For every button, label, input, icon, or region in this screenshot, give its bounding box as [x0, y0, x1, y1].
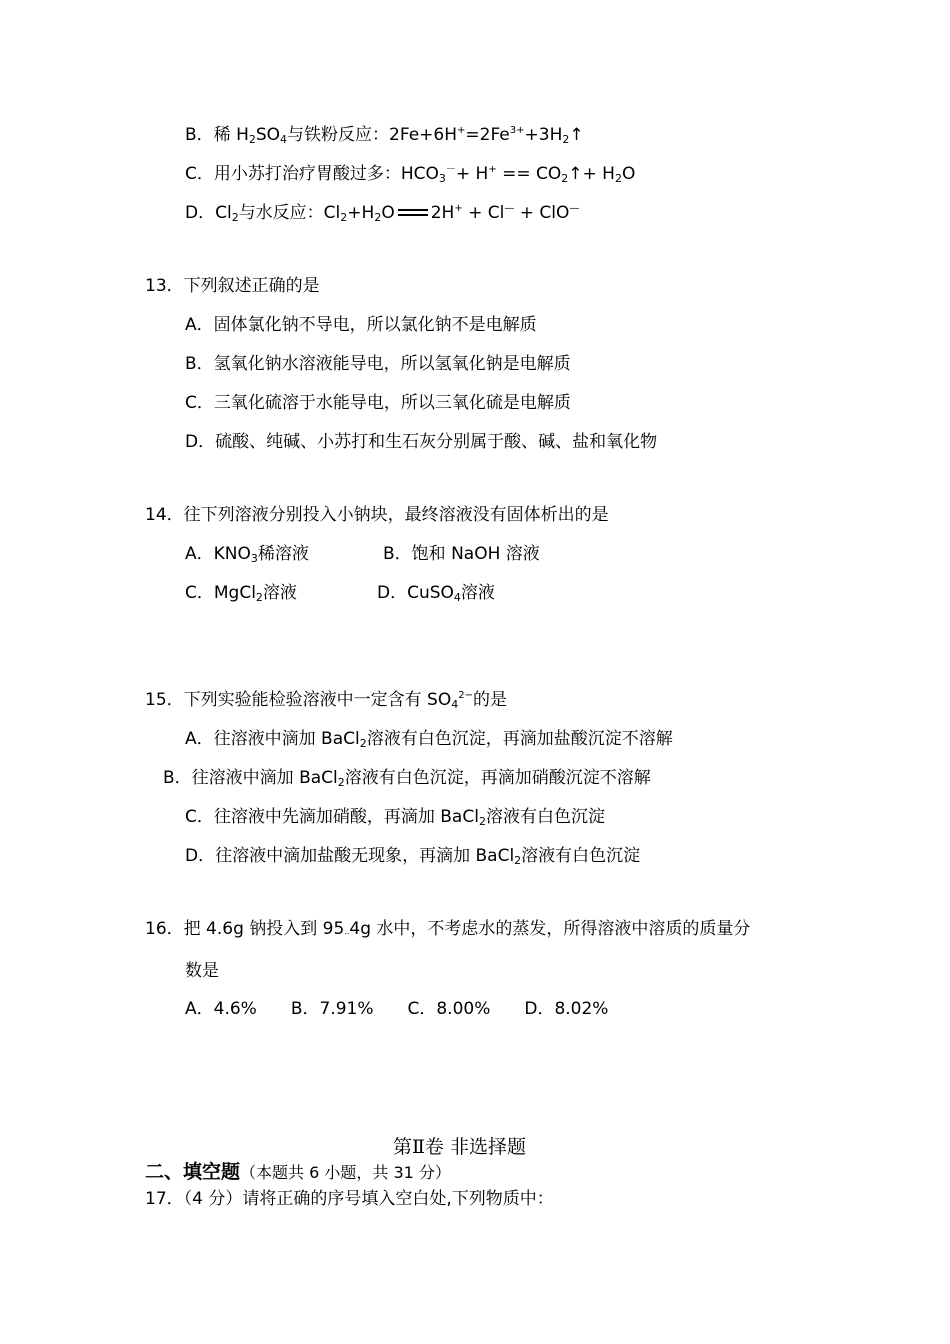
part-2-title: 第Ⅱ卷 非选择题 [393, 1136, 526, 1158]
q17-stem: 17．（4 分）请将正确的序号填入空白处,下列物质中： [145, 1189, 554, 1209]
q14-option-c: C．MgCl$_2$溶液 [185, 583, 297, 604]
q13-option-a: A．固体氯化钠不导电，所以氯化钠不是电解质 [185, 315, 537, 335]
q12-option-d: D．$Cl_2$与水反应：$Cl_2+H_2O$ 2H+ + Cl— + ClO— [185, 203, 580, 224]
q15-option-c: C．往溶液中先滴加硝酸，再滴加 BaCl$_2$溶液有白色沉淀 [185, 807, 605, 828]
q13-stem: 13．下列叙述正确的是 [145, 276, 320, 296]
q14-option-a: A．$KNO_3$稀溶液 [185, 544, 309, 565]
q12-option-b: B．稀 $H_2SO_4$与铁粉反应：$2Fe+6H^+=2Fe^{3+}+3H_2↑$ [185, 125, 584, 146]
q15-option-b: B．往溶液中滴加 BaCl$_2$溶液有白色沉淀，再滴加硝酸沉淀不溶解 [163, 768, 651, 789]
q15-option-d: D．往溶液中滴加盐酸无现象，再滴加 BaCl$_2$溶液有白色沉淀 [185, 846, 641, 867]
q13-option-c: C．三氧化硫溶于水能导电，所以三氧化硫是电解质 [185, 393, 571, 413]
q16-options: A．4.6% B．7.91% C．8.00% D．8.02% [185, 999, 609, 1019]
section-heading: 二、填空题（本题共 6 小题，共 31 分） [145, 1161, 451, 1183]
q14-option-d: D．CuSO$_4$溶液 [377, 583, 495, 604]
q13-option-d: D．硫酸、纯碱、小苏打和生石灰分别属于酸、碱、盐和氧化物 [185, 432, 658, 452]
q15-stem: 15．下列实验能检验溶液中一定含有 $SO_4^{2-}$的是 [145, 690, 507, 711]
q13-option-b: B．氢氧化钠水溶液能导电，所以氢氧化钠是电解质 [185, 354, 571, 374]
q16-stem-line-2: 数是 [185, 961, 219, 981]
equilibrium-arrow-icon [398, 207, 428, 217]
q12-option-c: C．用小苏打治疗胃酸过多：$HCO_3^-+ H^+$ == $CO_2↑+ H_2O$ [185, 164, 636, 185]
q14-option-b: B．饱和 NaOH 溶液 [383, 544, 540, 564]
q14-stem: 14．往下列溶液分别投入小钠块，最终溶液没有固体析出的是 [145, 505, 609, 525]
q15-option-a: A．往溶液中滴加 BaCl$_2$溶液有白色沉淀，再滴加盐酸沉淀不溶解 [185, 729, 673, 750]
q16-stem-line-1: 16．把 4.6g 钠投入到 95..4g 水中，不考虑水的蒸发，所得溶液中溶质的质量分 [145, 919, 751, 939]
